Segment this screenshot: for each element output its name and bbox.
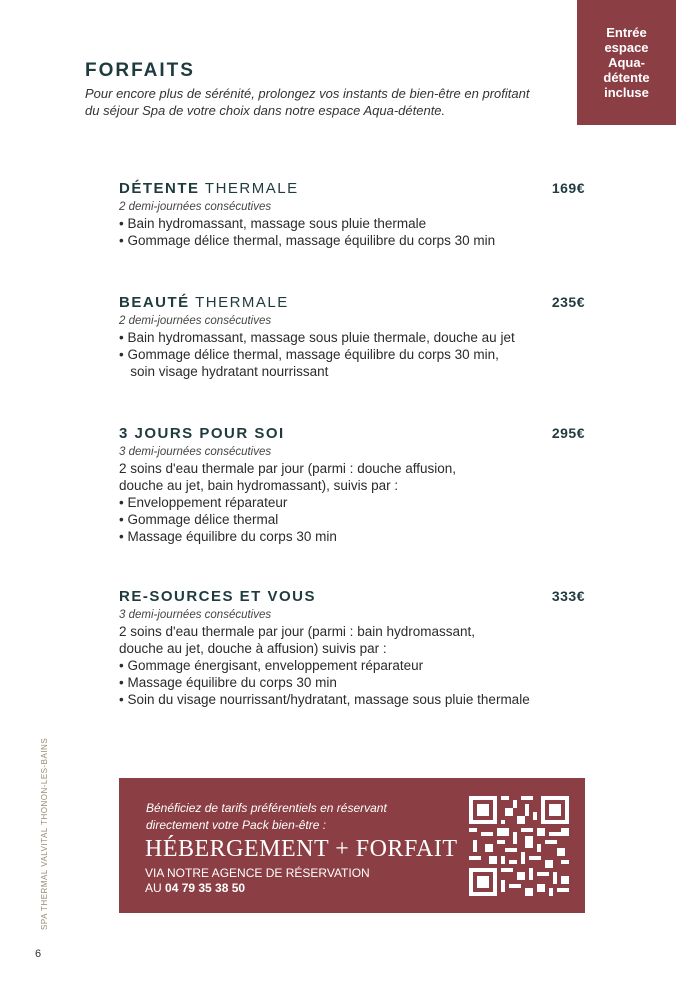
promo-cta-prefix: AU: [145, 881, 166, 895]
promo-cta: [145, 866, 370, 896]
package-price: 333€: [551, 588, 585, 604]
package-title: 3 JOURS POUR SOI: [119, 425, 285, 442]
package-line: soin visage hydratant nourrissant: [119, 364, 329, 379]
package-beaute-thermale: [119, 294, 589, 380]
package-line: douche au jet, douche à affusion) suivis par :: [119, 641, 387, 656]
package-line: • Soin du visage nourrissant/hydratant, massage sous pluie thermale: [119, 692, 530, 707]
package-duration: 3 demi-journées consécutives: [119, 446, 272, 458]
package-line: • Gommage délice thermal, massage équilibre du corps 30 min,: [119, 347, 499, 362]
package-price: 235€: [551, 294, 585, 310]
package-title: BEAUTÉ THERMALE: [119, 294, 289, 311]
page-number: 6: [35, 948, 42, 960]
package-duration: 2 demi-journées consécutives: [119, 201, 272, 213]
included-badge: [577, 0, 676, 125]
package-price: 295€: [551, 425, 585, 441]
promo-headline: HÉBERGEMENT + FORFAIT: [145, 836, 458, 862]
package-price: 169€: [551, 180, 585, 196]
included-badge-text: Entrée espace Aqua- détente incluse: [603, 25, 650, 100]
package-line: • Massage équilibre du corps 30 min: [119, 675, 337, 690]
package-line: • Gommage énergisant, enveloppement réparateur: [119, 658, 424, 673]
package-line: 2 soins d'eau thermale par jour (parmi : bain hydromassant,: [119, 624, 476, 639]
promo-cta-line: VIA NOTRE AGENCE DE RÉSERVATION: [145, 866, 370, 880]
booking-promo-box: [119, 778, 585, 913]
side-brand-label: SPA THERMAL VALVITAL THONON-LES-BAINS: [40, 737, 49, 930]
package-3-jours-pour-soi: [119, 425, 589, 545]
package-line: • Gommage délice thermal, massage équilibre du corps 30 min: [119, 233, 496, 248]
qr-code-icon[interactable]: [469, 796, 569, 896]
package-duration: 2 demi-journées consécutives: [119, 315, 272, 327]
package-detente-thermale: [119, 180, 589, 249]
intro-text: Pour encore plus de sérénité, prolongez vos instants de bien-être en profitant du séjour Spa de votre choix dans notre espace Aqua-détente.: [85, 86, 530, 118]
package-re-sources-et-vous: [119, 588, 589, 708]
package-line: 2 soins d'eau thermale par jour (parmi : douche affusion,: [119, 461, 457, 476]
package-line: • Enveloppement réparateur: [119, 495, 288, 510]
page-title: FORFAITS: [85, 60, 195, 81]
package-line: • Gommage délice thermal: [119, 512, 279, 527]
package-line: • Bain hydromassant, massage sous pluie thermale, douche au jet: [119, 330, 515, 345]
package-line: • Massage équilibre du corps 30 min: [119, 529, 337, 544]
promo-text: Bénéficiez de tarifs préférentiels en réservant directement votre Pack bien-être :: [146, 801, 387, 832]
package-duration: 3 demi-journées consécutives: [119, 609, 272, 621]
package-line: douche au jet, bain hydromassant), suivis par :: [119, 478, 399, 493]
package-line: • Bain hydromassant, massage sous pluie thermale: [119, 216, 427, 231]
phone-number[interactable]: 04 79 35 38 50: [165, 881, 246, 895]
package-title: DÉTENTE THERMALE: [119, 180, 299, 197]
package-title: RE-SOURCES ET VOUS: [119, 588, 317, 605]
